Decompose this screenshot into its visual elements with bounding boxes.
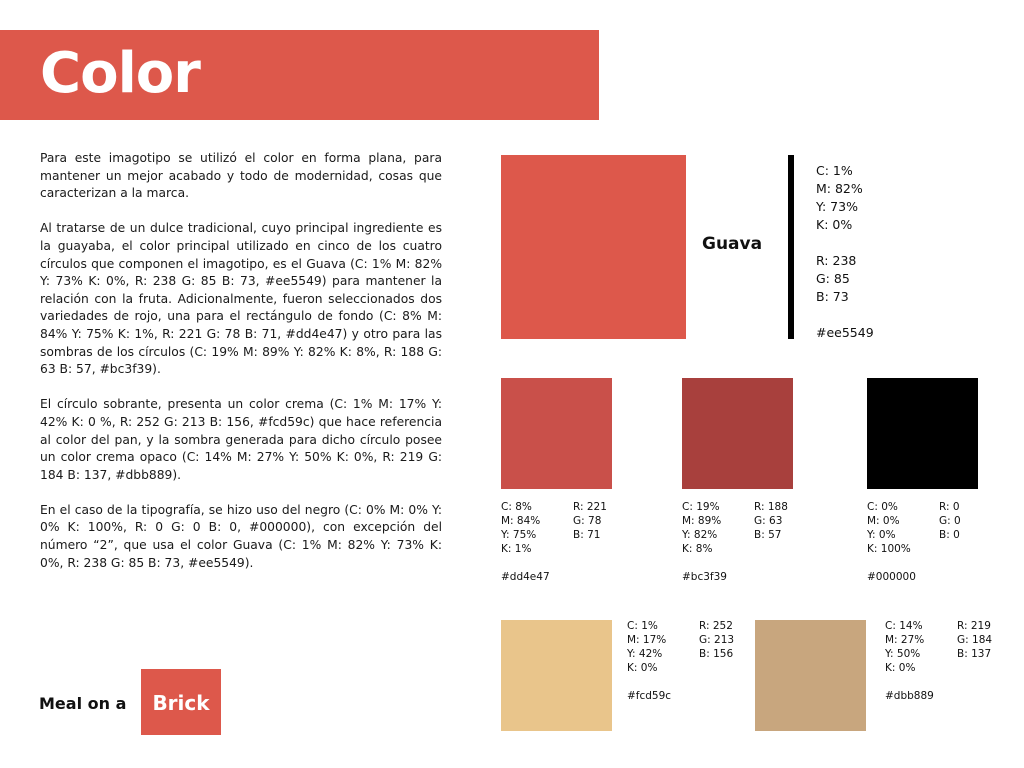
cmyk-m: M: 82% [816,181,863,196]
logo-text: Meal on a [39,694,127,713]
cmyk-y: Y: 82% [682,529,718,541]
rgb-g: G: 85 [816,271,850,286]
rgb-g: G: 184 [957,634,993,646]
rgb-g: G: 78 [573,515,602,527]
guava-specs [816,162,874,342]
swatch-bc3f39 [682,378,793,489]
paragraph-4: En el caso de la tipografía, se hizo uso del negro (C: 0% M: 0% Y: 0% K: 100%, R: 0 G: 0 B: 0, #000000), con excepción del número “2”, que usa el color Guava (C: 1% M: 82% Y: 73% K: 0%, R: 238 G: 85 B: 73, #ee5549). [40,502,442,570]
cmyk-m: M: 17% [627,634,667,646]
cmyk-m: M: 0% [867,515,900,527]
rgb-g: G: 213 [699,634,735,646]
cmyk-c: C: 1% [816,163,853,178]
hex-value: #ee5549 [816,325,874,340]
rgb-r: R: 221 [573,501,607,513]
hex-value: #dbb889 [885,690,934,702]
cmyk-c: C: 14% [885,620,923,632]
cmyk-c: C: 0% [867,501,898,513]
rgb-b: B: 57 [754,529,782,541]
rgb-b: B: 71 [573,529,601,541]
guava-swatch [501,155,686,339]
rgb-r: R: 0 [939,501,960,513]
cmyk-y: Y: 42% [627,648,663,660]
paragraph-2: Al tratarse de un dulce tradicional, cuyo principal ingrediente es la guayaba, el color principal utilizado en cinco de los cuatro círculos que componen el imagotipo, es el Guava (C: 1% M: 82% Y: 73% K: 0%, R: 238 G: 85 B: 73, #ee5549) para mantener la relación con la fruta. Adicionalmente, fueron seleccionados dos variedades de rojo, una para el rectángulo de fondo (C: 8% M: 84% Y: 75% K: 1%, R: 221 G: 78 B: 71, #dd4e47) y otro para las sombras de los círculos (C: 19% M: 89% Y: 82% K: 8%, R: 188 G: 63 B: 57, #bc3f39). [40,221,442,377]
cmyk-c: C: 1% [627,620,658,632]
swatch-dd4e47 [501,378,612,489]
cmyk-k: K: 0% [627,662,658,674]
hex-value: #dd4e47 [501,571,550,583]
logo-box-text: Brick [152,691,210,715]
cmyk-c: C: 19% [682,501,720,513]
divider-bar [788,155,794,339]
cmyk-k: K: 1% [501,543,532,555]
cmyk-m: M: 27% [885,634,925,646]
cmyk-k: K: 8% [682,543,713,555]
rgb-b: B: 0 [939,529,960,541]
swatch-dbb889 [755,620,866,731]
cmyk-y: Y: 75% [501,529,537,541]
page-title: Color [40,41,200,106]
swatch-000000 [867,378,978,489]
hex-value: #000000 [867,571,916,583]
rgb-r: R: 238 [816,253,857,268]
cmyk-y: Y: 73% [816,199,858,214]
rgb-g: G: 0 [939,515,961,527]
description-text [40,150,442,590]
cmyk-c: C: 8% [501,501,532,513]
swatch-fcd59c [501,620,612,731]
rgb-r: R: 252 [699,620,733,632]
rgb-b: B: 156 [699,648,734,660]
rgb-r: R: 219 [957,620,991,632]
rgb-g: G: 63 [754,515,783,527]
cmyk-k: K: 100% [867,543,911,555]
cmyk-m: M: 89% [682,515,722,527]
logo-box [141,669,221,735]
paragraph-1: Para este imagotipo se utilizó el color en forma plana, para mantener un mejor acabado y todo de modernidad, cosas que caracterizan a la marca. [40,151,442,201]
guava-label: Guava [702,234,763,254]
hex-value: #fcd59c [627,690,672,702]
rgb-r: R: 188 [754,501,788,513]
cmyk-m: M: 84% [501,515,541,527]
paragraph-3: El círculo sobrante, presenta un color crema (C: 1% M: 17% Y: 42% K: 0 %, R: 252 G: 213 B: 156, #fcd59c) que hace referencia al color del pan, y la sombra generada para dicho círculo posee un color crema opaco (C: 14% M: 27% Y: 50% K: 0%, R: 219 G: 184 B: 137, #dbb889). [40,397,442,482]
hex-value: #bc3f39 [682,571,727,583]
cmyk-k: K: 0% [816,217,853,232]
cmyk-y: Y: 50% [885,648,921,660]
cmyk-k: K: 0% [885,662,916,674]
rgb-b: B: 73 [816,289,849,304]
rgb-b: B: 137 [957,648,992,660]
cmyk-y: Y: 0% [867,529,896,541]
